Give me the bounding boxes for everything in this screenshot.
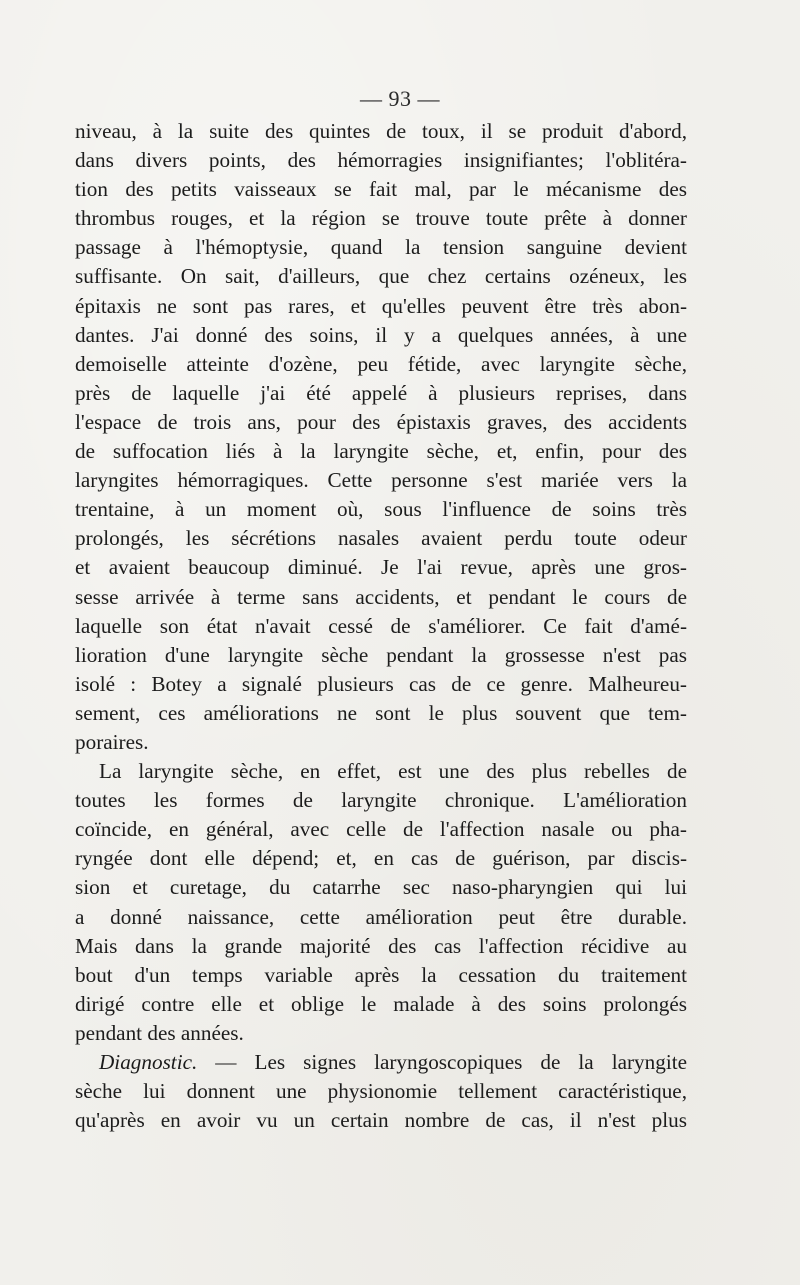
text-line: l'espace de trois ans, pour des épistaxis graves, des accidents — [75, 409, 687, 434]
text-line: dans divers points, des hémorragies insignifiantes; l'oblitéra- — [75, 148, 687, 173]
body-text — [75, 117, 687, 1135]
text-line: laryngites hémorragiques. Cette personne s'est mariée vers la — [75, 468, 687, 493]
text-line: demoiselle atteinte d'ozène, peu fétide, avec laryngite sèche, — [75, 351, 687, 376]
text-line: qu'après en avoir vu un certain nombre de cas, il n'est plus — [75, 1108, 687, 1133]
text-line: dirigé contre elle et oblige le malade à des soins prolongés — [75, 991, 687, 1016]
text-line: niveau, à la suite des quintes de toux, il se produit d'abord, — [75, 119, 687, 143]
text-line: épitaxis ne sont pas rares, et qu'elles peuvent être très abon- — [75, 293, 687, 318]
paragraph-3 — [75, 1048, 687, 1135]
text-line: poraires. — [75, 729, 149, 754]
text-line: a donné naissance, cette amélioration peut être durable. — [75, 904, 687, 929]
text-line: de suffocation liés à la laryngite sèche, et, enfin, pour des — [75, 439, 687, 464]
text-line: La laryngite sèche, en effet, est une des plus rebelles de — [99, 759, 687, 784]
text-line: coïncide, en général, avec celle de l'affection nasale ou pha- — [75, 817, 687, 842]
text-line: toutes les formes de laryngite chronique. L'amélioration — [75, 788, 687, 813]
text-line: sèche lui donnent une physionomie tellement caractéristique, — [75, 1079, 687, 1104]
text-line: pendant des années. — [75, 1020, 244, 1045]
text-line: Mais dans la grande majorité des cas l'affection récidive au — [75, 933, 687, 958]
text-line-rest: — Les signes laryngoscopiques de la laryngite — [197, 1050, 687, 1074]
text-line: dantes. J'ai donné des soins, il y a quelques années, à une — [75, 322, 687, 347]
text-line: sesse arrivée à terme sans accidents, et pendant le cours de — [75, 584, 687, 609]
page-number: — 93 — — [360, 86, 440, 111]
text-line: thrombus rouges, et la région se trouve toute prête à donner — [75, 206, 687, 231]
text-line: et avaient beaucoup diminué. Je l'ai revue, après une gros- — [75, 555, 687, 580]
text-line: ryngée dont elle dépend; et, en cas de guérison, par discis- — [75, 846, 687, 871]
text-line: passage à l'hémoptysie, quand la tension sanguine devient — [75, 235, 687, 260]
section-heading: Diagnostic. — [99, 1050, 198, 1074]
text-line: suffisante. On sait, d'ailleurs, que chez certains ozéneux, les — [75, 264, 687, 289]
paragraph-1 — [75, 117, 687, 757]
text-line: près de laquelle j'ai été appelé à plusieurs reprises, dans — [75, 380, 687, 405]
text-line: prolongés, les sécrétions nasales avaient perdu toute odeur — [75, 526, 687, 551]
text-line: sement, ces améliorations ne sont le plus souvent que tem- — [75, 700, 687, 725]
text-line: trentaine, à un moment où, sous l'influence de soins très — [75, 497, 687, 522]
text-line: bout d'un temps variable après la cessation du traitement — [75, 962, 687, 987]
text-line: lioration d'une laryngite sèche pendant la grossesse n'est pas — [75, 642, 687, 667]
paragraph-2 — [75, 757, 687, 1048]
text-line: sion et curetage, du catarrhe sec naso-pharyngien qui lui — [75, 875, 687, 900]
text-line: laquelle son état n'avait cessé de s'améliorer. Ce fait d'amé- — [75, 613, 687, 638]
text-line — [75, 1048, 687, 1077]
text-line: tion des petits vaisseaux se fait mal, par le mécanisme des — [75, 177, 687, 202]
text-line: isolé : Botey a signalé plusieurs cas de ce genre. Malheureu- — [75, 671, 687, 696]
